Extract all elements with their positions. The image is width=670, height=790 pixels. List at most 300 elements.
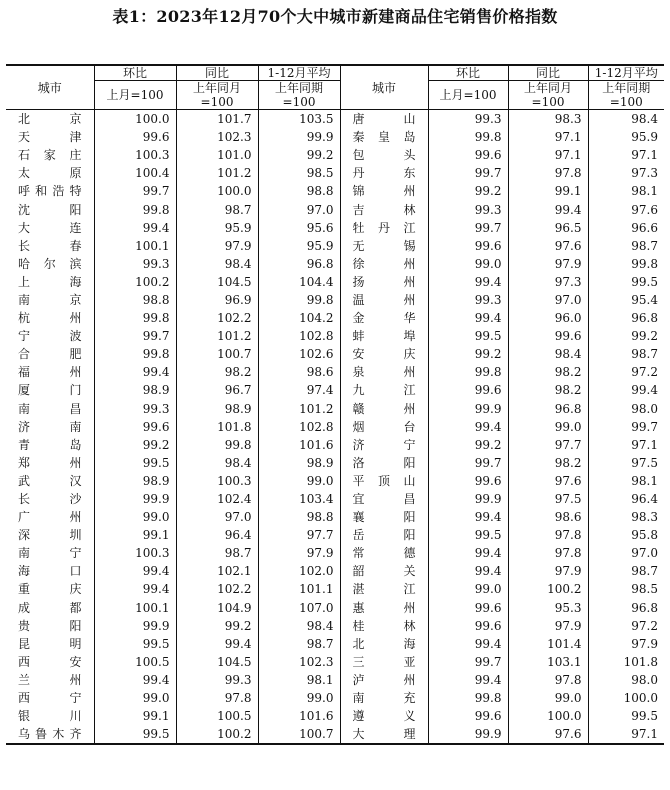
avg-right-cell: 98.7 bbox=[588, 562, 664, 580]
city-right-cell: 常德 bbox=[340, 544, 428, 562]
city-right-cell: 襄阳 bbox=[340, 508, 428, 526]
city-right-cell: 赣州 bbox=[340, 400, 428, 418]
avg-right-cell: 98.1 bbox=[588, 472, 664, 490]
yoy-left-cell: 99.4 bbox=[176, 635, 258, 653]
yoy-left-cell: 97.8 bbox=[176, 689, 258, 707]
yoy-right-cell: 99.0 bbox=[508, 689, 588, 707]
city-right-cell: 泉州 bbox=[340, 363, 428, 381]
avg-left-cell: 98.5 bbox=[258, 164, 340, 182]
city-right-cell: 韶关 bbox=[340, 562, 428, 580]
avg-left-cell: 99.0 bbox=[258, 472, 340, 490]
city-right-cell: 丹东 bbox=[340, 164, 428, 182]
avg-right-cell: 99.4 bbox=[588, 381, 664, 399]
mom-left-cell: 99.3 bbox=[94, 255, 176, 273]
table-row bbox=[6, 327, 664, 345]
city-left-cell: 昆明 bbox=[18, 636, 82, 651]
mom-left-cell: 99.5 bbox=[94, 635, 176, 653]
city-left-cell: 重庆 bbox=[18, 582, 82, 597]
mom-left-cell: 100.1 bbox=[94, 237, 176, 255]
avg-right-cell: 99.8 bbox=[588, 255, 664, 273]
table-row bbox=[6, 345, 664, 363]
yoy-left-cell: 102.3 bbox=[176, 128, 258, 146]
mom-left-cell: 100.5 bbox=[94, 653, 176, 671]
city-left-cell: 宁波 bbox=[18, 329, 82, 344]
yoy-left-cell: 97.0 bbox=[176, 508, 258, 526]
mom-left-cell: 100.0 bbox=[94, 110, 176, 129]
yoy-left-cell: 102.2 bbox=[176, 309, 258, 327]
yoy-right-cell: 98.2 bbox=[508, 381, 588, 399]
table-row bbox=[6, 273, 664, 291]
avg-left-cell: 102.3 bbox=[258, 653, 340, 671]
city-right-cell: 安庆 bbox=[340, 345, 428, 363]
yoy-right-cell: 103.1 bbox=[508, 653, 588, 671]
avg-left-cell: 103.5 bbox=[258, 110, 340, 129]
city-left-cell: 合肥 bbox=[18, 347, 82, 362]
yoy-left-cell: 95.9 bbox=[176, 219, 258, 237]
mom-right-cell: 99.4 bbox=[428, 418, 508, 436]
avg-right-cell: 95.8 bbox=[588, 526, 664, 544]
yoy-right-cell: 97.8 bbox=[508, 544, 588, 562]
mom-right-cell: 99.6 bbox=[428, 617, 508, 635]
header-mom-base-left: 上月=100 bbox=[94, 81, 176, 110]
city-right-cell: 湛江 bbox=[340, 580, 428, 598]
avg-right-cell: 95.9 bbox=[588, 128, 664, 146]
mom-left-cell: 99.8 bbox=[94, 200, 176, 218]
mom-left-cell: 99.0 bbox=[94, 689, 176, 707]
city-left-cell: 北京 bbox=[18, 112, 82, 127]
mom-right-cell: 99.6 bbox=[428, 707, 508, 725]
table-row bbox=[6, 689, 664, 707]
mom-right-cell: 99.3 bbox=[428, 291, 508, 309]
table-row bbox=[6, 309, 664, 327]
header-avg-base-right: 上年同期 =100 bbox=[588, 81, 664, 110]
city-left-cell: 兰州 bbox=[18, 672, 82, 687]
yoy-right-cell: 97.7 bbox=[508, 436, 588, 454]
yoy-right-cell: 96.8 bbox=[508, 400, 588, 418]
avg-right-cell: 98.4 bbox=[588, 110, 664, 129]
header-yoy-base-right: 上年同月 =100 bbox=[508, 81, 588, 110]
city-right-cell: 无锡 bbox=[340, 237, 428, 255]
yoy-right-cell: 100.2 bbox=[508, 580, 588, 598]
mom-right-cell: 99.6 bbox=[428, 237, 508, 255]
avg-right-cell: 98.0 bbox=[588, 671, 664, 689]
avg-left-cell: 99.9 bbox=[258, 128, 340, 146]
mom-left-cell: 99.0 bbox=[94, 508, 176, 526]
header-mom-left: 环比 bbox=[94, 65, 176, 81]
avg-right-cell: 99.2 bbox=[588, 327, 664, 345]
yoy-left-cell: 96.9 bbox=[176, 291, 258, 309]
price-index-table bbox=[6, 64, 664, 745]
avg-left-cell: 97.0 bbox=[258, 200, 340, 218]
mom-right-cell: 99.6 bbox=[428, 472, 508, 490]
yoy-left-cell: 99.2 bbox=[176, 617, 258, 635]
city-left-cell: 广州 bbox=[18, 510, 82, 525]
mom-right-cell: 99.2 bbox=[428, 182, 508, 200]
city-left-cell: 上海 bbox=[18, 274, 82, 289]
avg-right-cell: 97.3 bbox=[588, 164, 664, 182]
mom-right-cell: 99.4 bbox=[428, 508, 508, 526]
mom-left-cell: 99.5 bbox=[94, 725, 176, 744]
table-row bbox=[6, 707, 664, 725]
yoy-left-cell: 100.7 bbox=[176, 345, 258, 363]
table-row bbox=[6, 562, 664, 580]
avg-left-cell: 98.7 bbox=[258, 635, 340, 653]
mom-left-cell: 99.5 bbox=[94, 454, 176, 472]
mom-left-cell: 99.4 bbox=[94, 562, 176, 580]
city-left-cell: 石家庄 bbox=[18, 148, 82, 163]
avg-right-cell: 97.9 bbox=[588, 635, 664, 653]
mom-right-cell: 99.2 bbox=[428, 436, 508, 454]
table-row bbox=[6, 617, 664, 635]
yoy-right-cell: 99.4 bbox=[508, 200, 588, 218]
city-left-cell: 哈尔滨 bbox=[18, 256, 82, 271]
yoy-left-cell: 102.2 bbox=[176, 580, 258, 598]
table-row bbox=[6, 237, 664, 255]
avg-right-cell: 98.5 bbox=[588, 580, 664, 598]
mom-left-cell: 99.4 bbox=[94, 580, 176, 598]
avg-left-cell: 104.2 bbox=[258, 309, 340, 327]
mom-left-cell: 100.1 bbox=[94, 599, 176, 617]
table-row bbox=[6, 436, 664, 454]
city-right-cell: 吉林 bbox=[340, 200, 428, 218]
city-right-cell: 桂林 bbox=[340, 617, 428, 635]
mom-left-cell: 99.7 bbox=[94, 327, 176, 345]
yoy-left-cell: 98.7 bbox=[176, 544, 258, 562]
mom-left-cell: 99.2 bbox=[94, 436, 176, 454]
avg-left-cell: 102.0 bbox=[258, 562, 340, 580]
yoy-right-cell: 98.2 bbox=[508, 363, 588, 381]
avg-left-cell: 98.4 bbox=[258, 617, 340, 635]
yoy-right-cell: 97.0 bbox=[508, 291, 588, 309]
city-left-cell: 深圳 bbox=[18, 528, 82, 543]
mom-right-cell: 99.9 bbox=[428, 400, 508, 418]
city-left-cell: 海口 bbox=[18, 564, 82, 579]
yoy-left-cell: 100.3 bbox=[176, 472, 258, 490]
avg-left-cell: 101.2 bbox=[258, 400, 340, 418]
yoy-left-cell: 96.7 bbox=[176, 381, 258, 399]
avg-left-cell: 102.8 bbox=[258, 327, 340, 345]
mom-right-cell: 99.0 bbox=[428, 580, 508, 598]
avg-left-cell: 96.8 bbox=[258, 255, 340, 273]
avg-left-cell: 98.8 bbox=[258, 508, 340, 526]
mom-right-cell: 99.3 bbox=[428, 200, 508, 218]
yoy-right-cell: 95.3 bbox=[508, 599, 588, 617]
table-row bbox=[6, 508, 664, 526]
yoy-left-cell: 100.5 bbox=[176, 707, 258, 725]
table-row bbox=[6, 255, 664, 273]
avg-right-cell: 96.8 bbox=[588, 599, 664, 617]
city-right-cell: 三亚 bbox=[340, 653, 428, 671]
avg-right-cell: 96.6 bbox=[588, 219, 664, 237]
mom-right-cell: 99.4 bbox=[428, 671, 508, 689]
mom-left-cell: 99.9 bbox=[94, 617, 176, 635]
yoy-right-cell: 98.3 bbox=[508, 110, 588, 129]
mom-right-cell: 99.2 bbox=[428, 345, 508, 363]
yoy-right-cell: 97.8 bbox=[508, 164, 588, 182]
mom-right-cell: 99.6 bbox=[428, 146, 508, 164]
city-right-cell: 徐州 bbox=[340, 255, 428, 273]
yoy-right-cell: 97.6 bbox=[508, 237, 588, 255]
avg-right-cell: 98.3 bbox=[588, 508, 664, 526]
avg-right-cell: 98.7 bbox=[588, 345, 664, 363]
yoy-right-cell: 101.4 bbox=[508, 635, 588, 653]
city-left-cell: 乌鲁木齐 bbox=[6, 725, 94, 744]
mom-right-cell: 99.4 bbox=[428, 309, 508, 327]
city-left-cell: 福州 bbox=[18, 365, 82, 380]
avg-left-cell: 101.6 bbox=[258, 436, 340, 454]
mom-right-cell: 99.4 bbox=[428, 273, 508, 291]
table-row bbox=[6, 490, 664, 508]
table-row bbox=[6, 182, 664, 200]
city-right-cell: 牡丹江 bbox=[340, 219, 428, 237]
yoy-left-cell: 99.3 bbox=[176, 671, 258, 689]
avg-right-cell: 97.0 bbox=[588, 544, 664, 562]
avg-right-cell: 97.1 bbox=[588, 436, 664, 454]
yoy-right-cell: 97.6 bbox=[508, 472, 588, 490]
yoy-right-cell: 100.0 bbox=[508, 707, 588, 725]
table-row bbox=[6, 110, 664, 129]
mom-left-cell: 99.4 bbox=[94, 363, 176, 381]
yoy-right-cell: 99.0 bbox=[508, 418, 588, 436]
table-row bbox=[6, 454, 664, 472]
avg-right-cell: 95.4 bbox=[588, 291, 664, 309]
mom-right-cell: 99.4 bbox=[428, 544, 508, 562]
avg-right-cell: 97.6 bbox=[588, 200, 664, 218]
header-city-left: 城市 bbox=[6, 65, 94, 110]
city-left-cell: 太原 bbox=[18, 166, 82, 181]
mom-right-cell: 99.9 bbox=[428, 725, 508, 744]
yoy-left-cell: 101.7 bbox=[176, 110, 258, 129]
avg-left-cell: 107.0 bbox=[258, 599, 340, 617]
city-right-cell: 蚌埠 bbox=[340, 327, 428, 345]
yoy-left-cell: 101.2 bbox=[176, 164, 258, 182]
mom-right-cell: 99.6 bbox=[428, 381, 508, 399]
avg-left-cell: 97.9 bbox=[258, 544, 340, 562]
city-left-cell: 银川 bbox=[18, 709, 82, 724]
avg-left-cell: 103.4 bbox=[258, 490, 340, 508]
yoy-right-cell: 97.8 bbox=[508, 526, 588, 544]
city-left-cell: 郑州 bbox=[18, 455, 82, 470]
avg-right-cell: 98.1 bbox=[588, 182, 664, 200]
city-right-cell: 温州 bbox=[340, 291, 428, 309]
table-row bbox=[6, 128, 664, 146]
mom-right-cell: 99.8 bbox=[428, 363, 508, 381]
city-right-cell: 锦州 bbox=[340, 182, 428, 200]
yoy-left-cell: 98.9 bbox=[176, 400, 258, 418]
avg-left-cell: 104.4 bbox=[258, 273, 340, 291]
mom-left-cell: 99.9 bbox=[94, 490, 176, 508]
avg-right-cell: 96.8 bbox=[588, 309, 664, 327]
avg-left-cell: 98.6 bbox=[258, 363, 340, 381]
city-left-cell: 杭州 bbox=[18, 311, 82, 326]
avg-right-cell: 99.5 bbox=[588, 273, 664, 291]
city-left-cell: 济南 bbox=[18, 419, 82, 434]
city-right-cell: 扬州 bbox=[340, 273, 428, 291]
header-yoy-left: 同比 bbox=[176, 65, 258, 81]
city-right-cell: 包头 bbox=[340, 146, 428, 164]
avg-left-cell: 102.6 bbox=[258, 345, 340, 363]
avg-right-cell: 97.1 bbox=[588, 725, 664, 744]
yoy-right-cell: 97.6 bbox=[508, 725, 588, 744]
mom-left-cell: 99.4 bbox=[94, 219, 176, 237]
mom-left-cell: 98.8 bbox=[94, 291, 176, 309]
table-row bbox=[6, 219, 664, 237]
yoy-left-cell: 98.2 bbox=[176, 363, 258, 381]
avg-right-cell: 97.2 bbox=[588, 363, 664, 381]
mom-left-cell: 99.1 bbox=[94, 526, 176, 544]
yoy-right-cell: 97.5 bbox=[508, 490, 588, 508]
avg-left-cell: 101.1 bbox=[258, 580, 340, 598]
avg-left-cell: 100.7 bbox=[258, 725, 340, 744]
avg-right-cell: 98.0 bbox=[588, 400, 664, 418]
header-mom-base-right: 上月=100 bbox=[428, 81, 508, 110]
yoy-left-cell: 101.0 bbox=[176, 146, 258, 164]
city-left-cell: 沈阳 bbox=[18, 202, 82, 217]
table-row bbox=[6, 472, 664, 490]
table-row bbox=[6, 381, 664, 399]
mom-right-cell: 99.8 bbox=[428, 689, 508, 707]
city-right-cell: 岳阳 bbox=[340, 526, 428, 544]
city-right-cell: 济宁 bbox=[340, 436, 428, 454]
yoy-right-cell: 96.0 bbox=[508, 309, 588, 327]
yoy-left-cell: 102.1 bbox=[176, 562, 258, 580]
city-right-cell: 北海 bbox=[340, 635, 428, 653]
city-left-cell: 贵阳 bbox=[18, 618, 82, 633]
mom-left-cell: 100.4 bbox=[94, 164, 176, 182]
city-left-cell: 武汉 bbox=[18, 473, 82, 488]
mom-left-cell: 99.4 bbox=[94, 671, 176, 689]
city-left-cell: 长沙 bbox=[18, 492, 82, 507]
avg-right-cell: 99.7 bbox=[588, 418, 664, 436]
avg-left-cell: 99.8 bbox=[258, 291, 340, 309]
mom-right-cell: 99.0 bbox=[428, 255, 508, 273]
yoy-left-cell: 104.5 bbox=[176, 273, 258, 291]
avg-right-cell: 97.2 bbox=[588, 617, 664, 635]
header-yoy-base-left: 上年同月 =100 bbox=[176, 81, 258, 110]
yoy-right-cell: 98.2 bbox=[508, 454, 588, 472]
city-right-cell: 九江 bbox=[340, 381, 428, 399]
mom-right-cell: 99.7 bbox=[428, 164, 508, 182]
city-left-cell: 西宁 bbox=[18, 691, 82, 706]
avg-left-cell: 99.0 bbox=[258, 689, 340, 707]
avg-left-cell: 98.8 bbox=[258, 182, 340, 200]
avg-left-cell: 97.4 bbox=[258, 381, 340, 399]
avg-left-cell: 102.8 bbox=[258, 418, 340, 436]
yoy-left-cell: 97.9 bbox=[176, 237, 258, 255]
city-left-cell: 西安 bbox=[18, 654, 82, 669]
yoy-right-cell: 97.8 bbox=[508, 671, 588, 689]
yoy-right-cell: 99.1 bbox=[508, 182, 588, 200]
yoy-right-cell: 96.5 bbox=[508, 219, 588, 237]
city-right-cell: 洛阳 bbox=[340, 454, 428, 472]
yoy-right-cell: 98.6 bbox=[508, 508, 588, 526]
table-title: 表1：2023年12月70个大中城市新建商品住宅销售价格指数 bbox=[112, 7, 558, 26]
header-avg-right: 1-12月平均 bbox=[588, 65, 664, 81]
header-mom-right: 环比 bbox=[428, 65, 508, 81]
city-right-cell: 平顶山 bbox=[340, 472, 428, 490]
avg-left-cell: 99.2 bbox=[258, 146, 340, 164]
city-right-cell: 遵义 bbox=[340, 707, 428, 725]
city-right-cell: 泸州 bbox=[340, 671, 428, 689]
yoy-left-cell: 101.8 bbox=[176, 418, 258, 436]
header-yoy-right: 同比 bbox=[508, 65, 588, 81]
avg-right-cell: 101.8 bbox=[588, 653, 664, 671]
yoy-right-cell: 97.9 bbox=[508, 617, 588, 635]
city-left-cell: 青岛 bbox=[18, 437, 82, 452]
table-row bbox=[6, 671, 664, 689]
city-right-cell: 宜昌 bbox=[340, 490, 428, 508]
table-row bbox=[6, 400, 664, 418]
city-left-cell: 南京 bbox=[18, 292, 82, 307]
city-right-cell: 金华 bbox=[340, 309, 428, 327]
avg-right-cell: 97.1 bbox=[588, 146, 664, 164]
city-right-cell: 唐山 bbox=[340, 110, 428, 129]
avg-left-cell: 95.6 bbox=[258, 219, 340, 237]
mom-right-cell: 99.5 bbox=[428, 327, 508, 345]
yoy-right-cell: 97.1 bbox=[508, 128, 588, 146]
yoy-left-cell: 101.2 bbox=[176, 327, 258, 345]
mom-right-cell: 99.9 bbox=[428, 490, 508, 508]
yoy-right-cell: 99.6 bbox=[508, 327, 588, 345]
city-right-cell: 烟台 bbox=[340, 418, 428, 436]
city-right-cell: 大理 bbox=[340, 725, 428, 744]
avg-left-cell: 97.7 bbox=[258, 526, 340, 544]
yoy-left-cell: 104.9 bbox=[176, 599, 258, 617]
table-row bbox=[6, 418, 664, 436]
header-avg-base-left: 上年同期 =100 bbox=[258, 81, 340, 110]
table-row bbox=[6, 635, 664, 653]
yoy-left-cell: 100.0 bbox=[176, 182, 258, 200]
header-avg-left: 1-12月平均 bbox=[258, 65, 340, 81]
yoy-right-cell: 97.3 bbox=[508, 273, 588, 291]
city-left-cell: 长春 bbox=[18, 238, 82, 253]
mom-right-cell: 99.4 bbox=[428, 635, 508, 653]
city-right-cell: 惠州 bbox=[340, 599, 428, 617]
mom-right-cell: 99.6 bbox=[428, 599, 508, 617]
avg-left-cell: 101.6 bbox=[258, 707, 340, 725]
avg-right-cell: 97.5 bbox=[588, 454, 664, 472]
mom-left-cell: 99.6 bbox=[94, 418, 176, 436]
avg-left-cell: 98.9 bbox=[258, 454, 340, 472]
yoy-left-cell: 98.4 bbox=[176, 454, 258, 472]
yoy-left-cell: 100.2 bbox=[176, 725, 258, 744]
city-right-cell: 秦皇岛 bbox=[340, 128, 428, 146]
header-city-right: 城市 bbox=[340, 65, 428, 110]
mom-left-cell: 99.8 bbox=[94, 345, 176, 363]
mom-left-cell: 100.3 bbox=[94, 544, 176, 562]
city-left-cell: 呼和浩特 bbox=[18, 184, 82, 199]
table-row bbox=[6, 599, 664, 617]
table-row bbox=[6, 164, 664, 182]
table-row bbox=[6, 363, 664, 381]
avg-right-cell: 96.4 bbox=[588, 490, 664, 508]
yoy-right-cell: 97.1 bbox=[508, 146, 588, 164]
city-left-cell: 厦门 bbox=[18, 383, 82, 398]
city-left-cell: 南宁 bbox=[18, 546, 82, 561]
yoy-right-cell: 97.9 bbox=[508, 255, 588, 273]
mom-left-cell: 99.8 bbox=[94, 309, 176, 327]
yoy-left-cell: 98.7 bbox=[176, 200, 258, 218]
yoy-left-cell: 99.8 bbox=[176, 436, 258, 454]
mom-left-cell: 98.9 bbox=[94, 472, 176, 490]
city-left-cell: 成都 bbox=[18, 600, 82, 615]
mom-right-cell: 99.7 bbox=[428, 653, 508, 671]
table-row bbox=[6, 653, 664, 671]
yoy-right-cell: 98.4 bbox=[508, 345, 588, 363]
mom-left-cell: 99.3 bbox=[94, 400, 176, 418]
mom-right-cell: 99.7 bbox=[428, 454, 508, 472]
yoy-left-cell: 96.4 bbox=[176, 526, 258, 544]
